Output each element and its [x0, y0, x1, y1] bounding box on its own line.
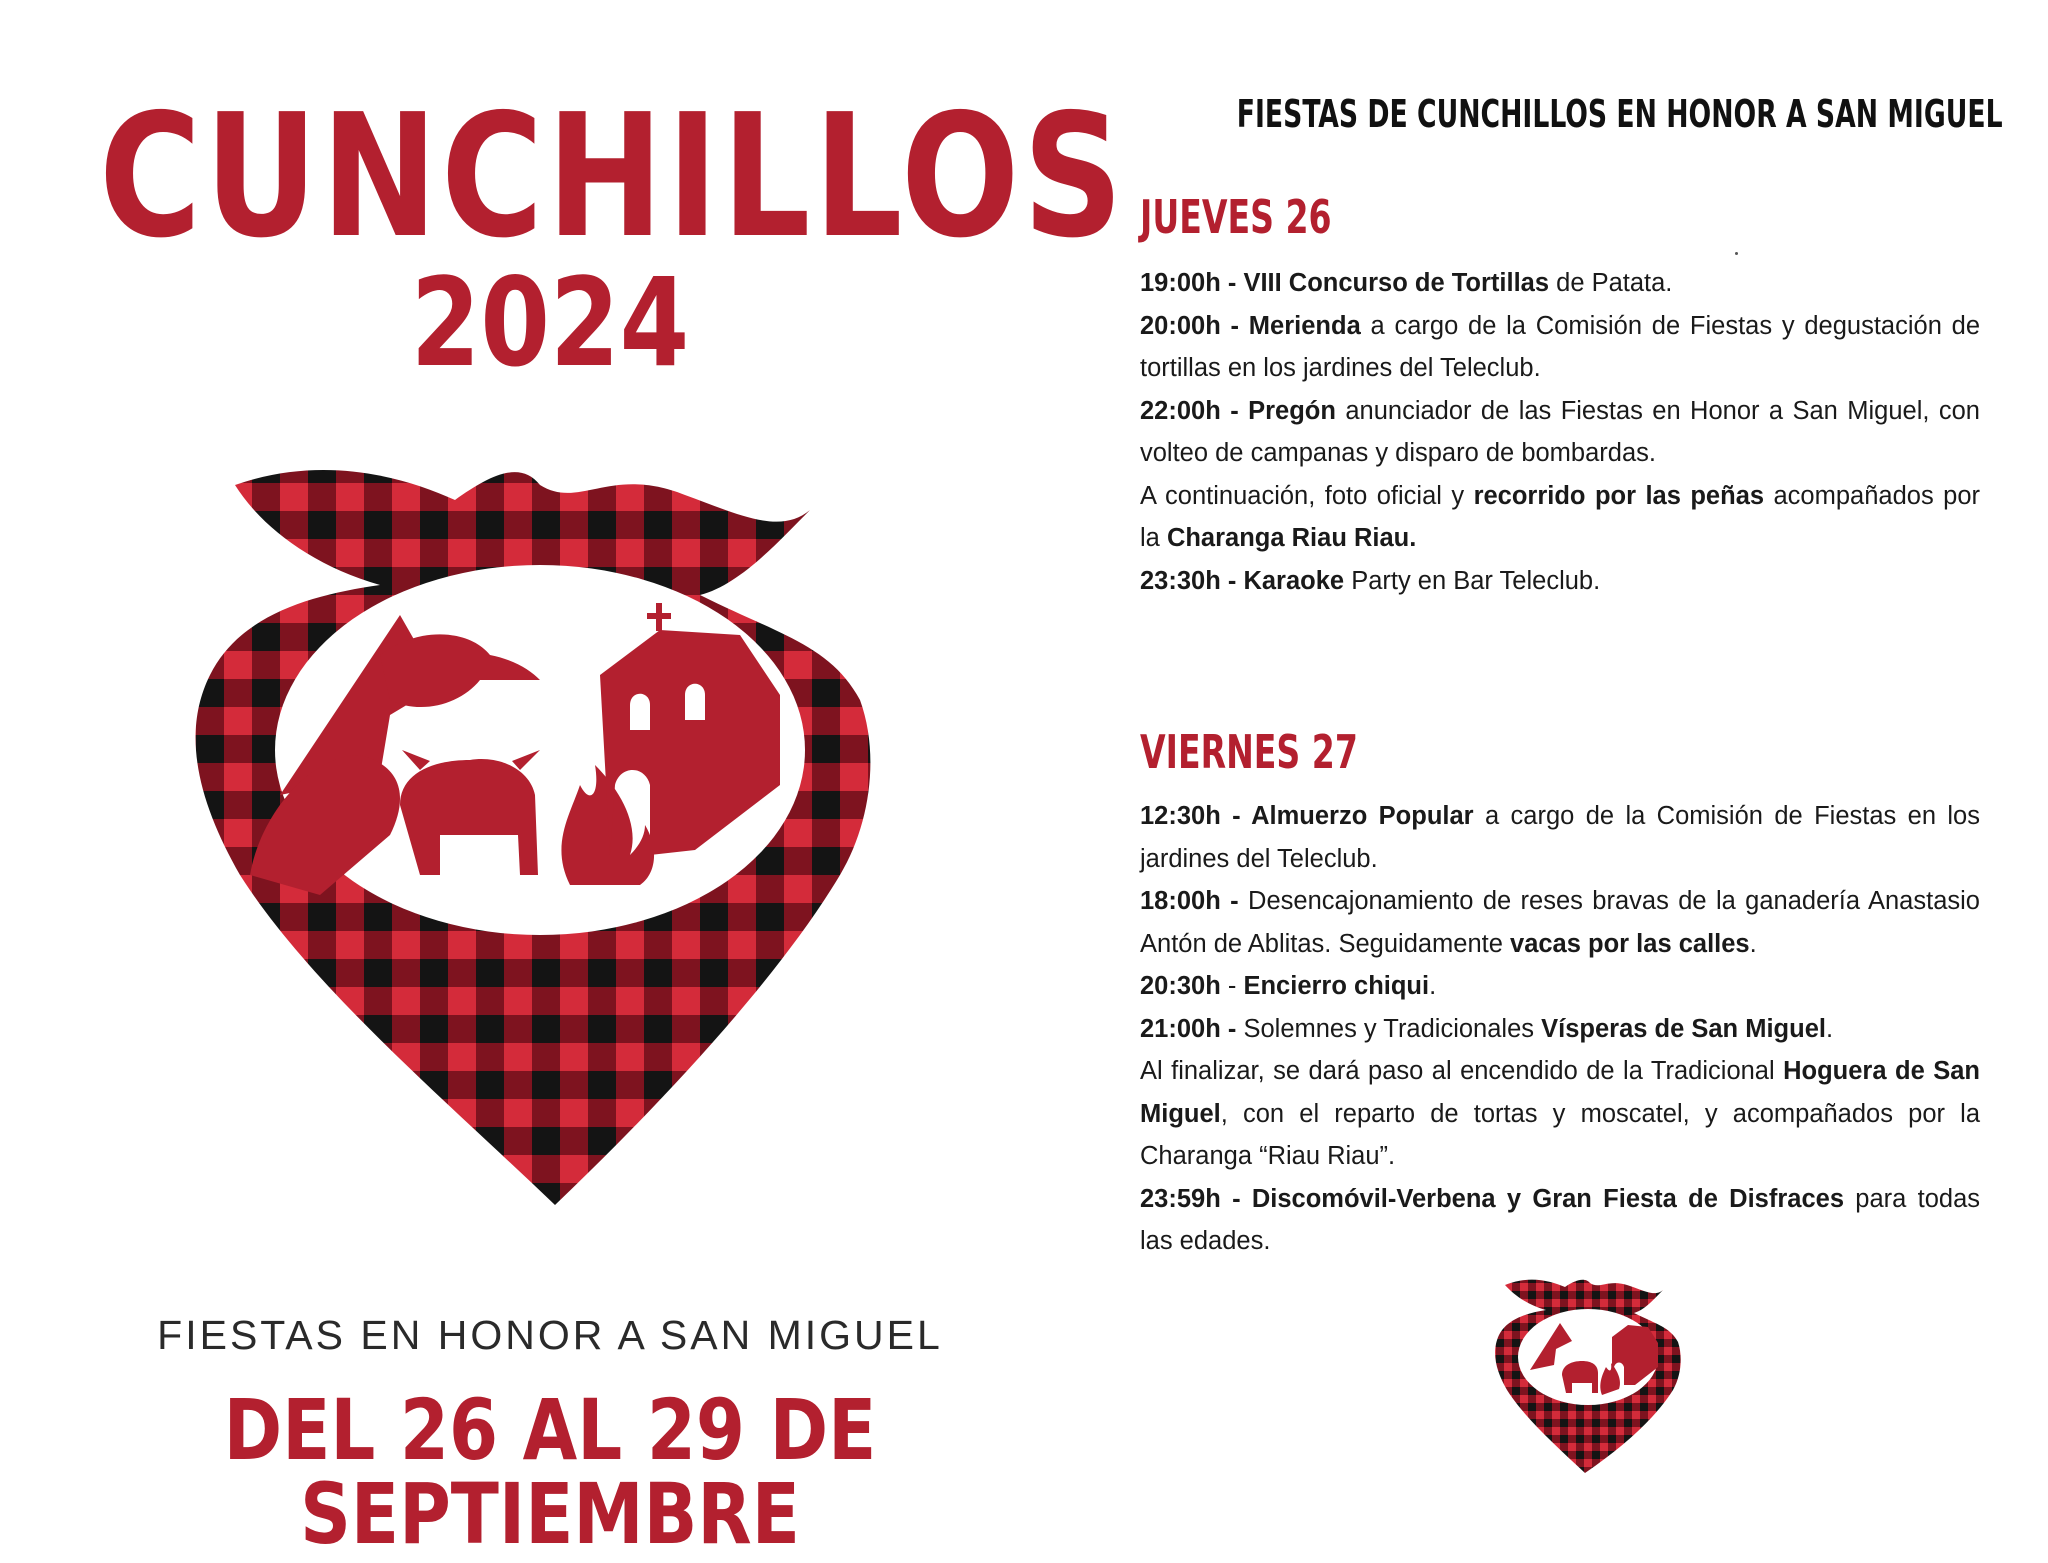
stray-dot [1735, 252, 1738, 255]
day-heading-thursday: JUEVES 26 [1140, 190, 1332, 244]
event-item: 20:00h - Merienda a cargo de la Comisión de Fiestas y degustación de tortillas en los jardines del Teleclub. [1140, 311, 1980, 382]
event-item: 12:30h - Almuerzo Popular a cargo de la Comisión de Fiestas en los jardines del Teleclub. [1140, 802, 1980, 873]
poster-year: 2024 [410, 252, 690, 394]
event-item: 19:00h - VIII Concurso de Tortillas de Patata. [1140, 269, 1673, 297]
poster-title: CUNCHILLOS [99, 78, 1127, 276]
small-emblem-icon [1480, 1275, 1690, 1477]
event-item: 23:59h - Discomóvil-Verbena y Gran Fiesta de Disfraces para todas las edades. [1140, 1184, 1980, 1255]
event-item: 22:00h - Pregón anunciador de las Fiestas en Honor a San Miguel, con volteo de campanas y disparo de bombardas. [1140, 396, 1980, 467]
friday-events [1140, 795, 1980, 1263]
event-item: 18:00h - Desencajonamiento de reses bravas de la ganadería Anastasio Antón de Ablitas. Seguidamente vacas por las calles. [1140, 887, 1980, 958]
event-item: 20:30h - Encierro chiqui. [1140, 972, 1437, 1000]
event-item: A continuación, foto oficial y recorrido por las peñas acompañados por la Charanga Riau Riau. [1140, 481, 1980, 552]
event-item: Al finalizar, se dará paso al encendido de la Tradicional Hoguera de San Miguel, con el reparto de tortas y moscatel, y acompañados por la Charanga “Riau Riau”. [1140, 1057, 1980, 1170]
poster-subtitle: FIESTAS EN HONOR A SAN MIGUEL [157, 1312, 943, 1358]
event-item: 23:30h - Karaoke Party en Bar Teleclub. [1140, 566, 1601, 595]
event-item: 21:00h - Solemnes y Tradicionales Vísperas de San Miguel. [1140, 1014, 1834, 1043]
program-heading: FIESTAS DE CUNCHILLOS EN HONOR A SAN MIGUEL [1236, 92, 2003, 136]
thursday-events [1140, 262, 1980, 602]
fiesta-emblem-illustration [140, 455, 970, 1255]
day-heading-friday: VIERNES 27 [1140, 725, 1358, 779]
poster-dates: DEL 26 AL 29 DE SEPTIEMBRE [223, 1381, 877, 1563]
